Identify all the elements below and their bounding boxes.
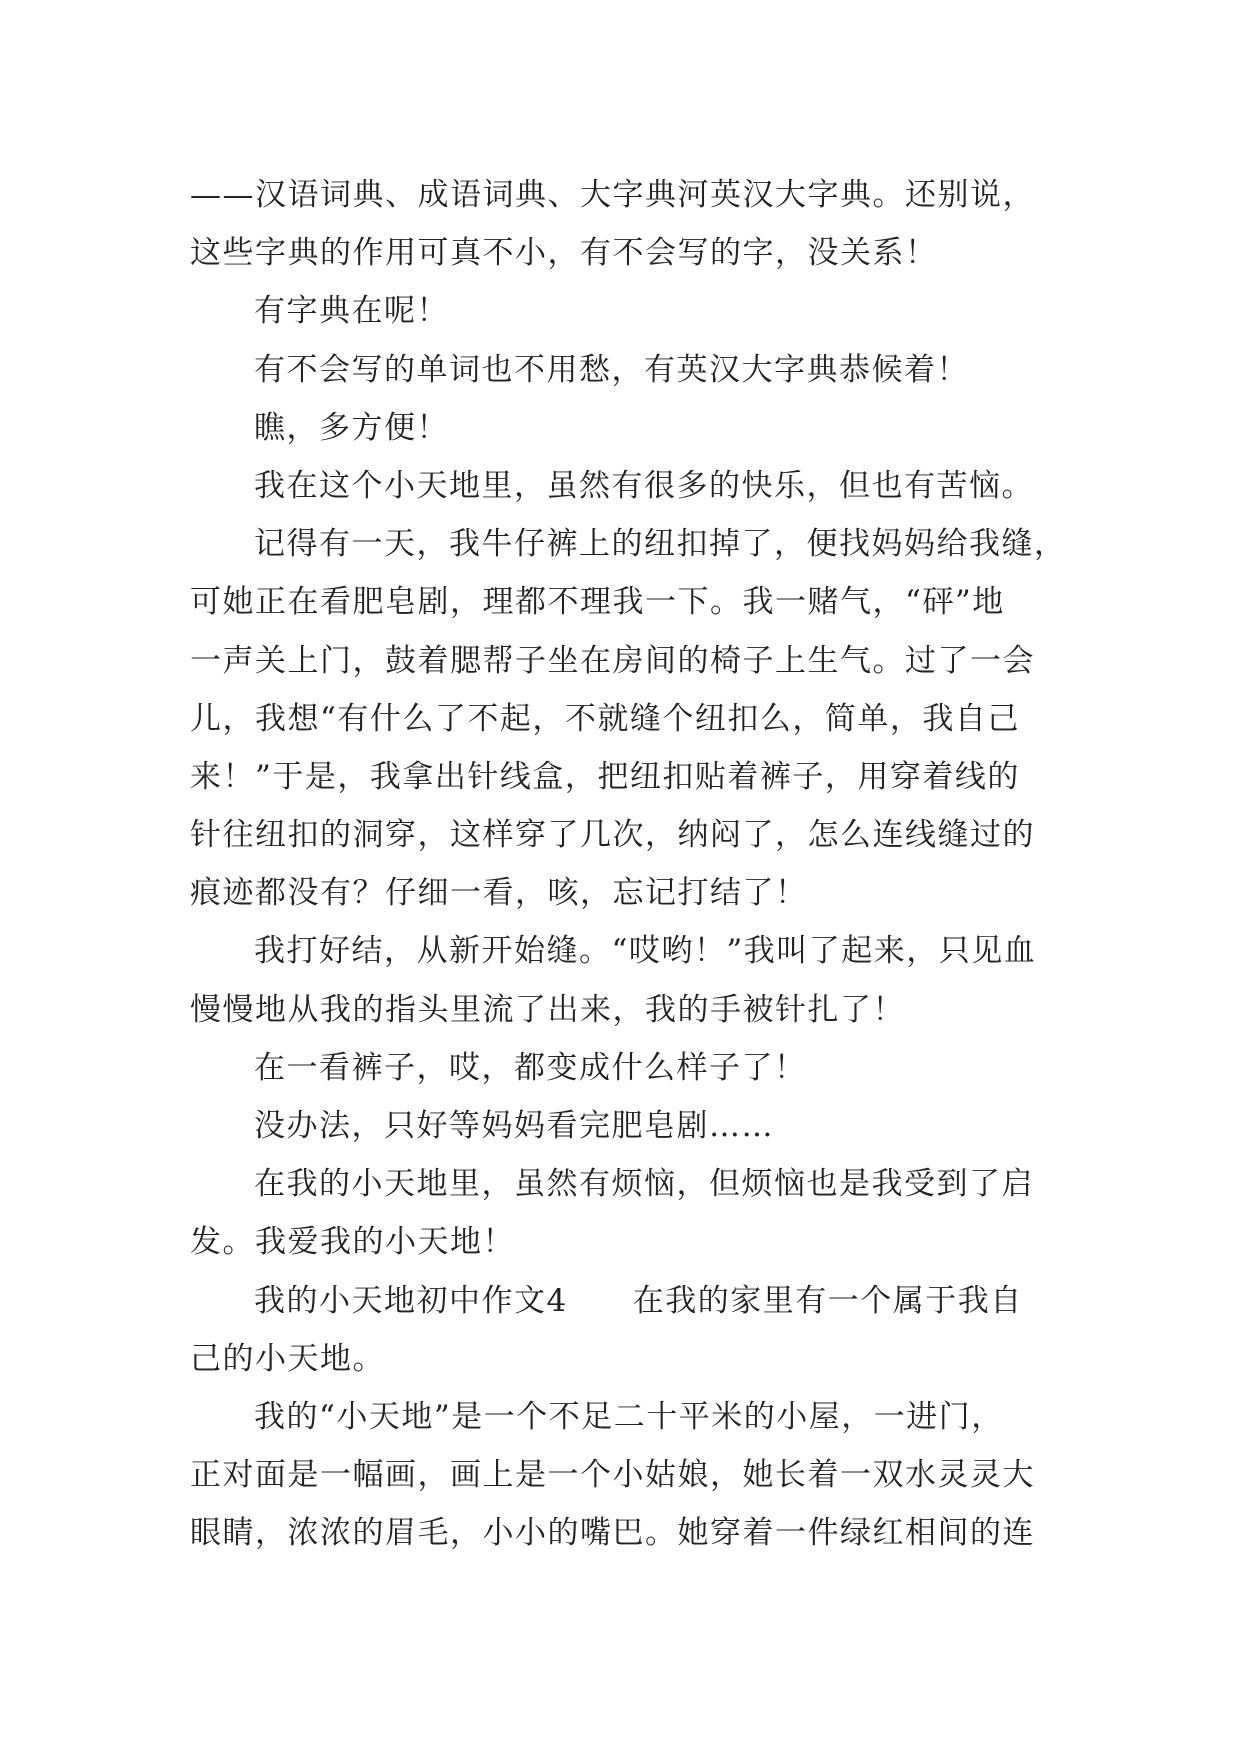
paragraph-line: 我在这个小天地里，虽然有很多的快乐，但也有苦恼。: [254, 467, 1034, 504]
document-body: [190, 166, 1070, 1563]
paragraph-line: 我的“小天地”是一个不足二十平米的小屋，一进门，: [254, 1398, 1004, 1435]
text-line: 儿，我想“有什么了不起，不就缝个纽扣么，简单，我自己: [190, 700, 1020, 737]
text-line: 发。我爱我的小天地！: [190, 1224, 515, 1261]
paragraph-line: 在一看裤子，哎，都变成什么样子了！: [254, 1049, 807, 1086]
paragraph-line: 瞧，多方便！: [254, 409, 449, 446]
text-line: 针往纽扣的洞穿，这样穿了几次，纳闷了，怎么连线缝过的: [190, 817, 1035, 854]
paragraph-line: 有字典在呢！: [254, 293, 449, 330]
text-line: 这些字典的作用可真不小，有不会写的字，没关系！: [190, 235, 938, 272]
text-line: 正对面是一幅画，画上是一个小姑娘，她长着一双水灵灵大: [190, 1457, 1035, 1494]
paragraph-line: 记得有一天，我牛仔裤上的纽扣掉了，便找妈妈给我缝，: [254, 526, 1067, 563]
text-line: 眼睛，浓浓的眉毛，小小的嘴巴。她穿着一件绿红相间的连: [190, 1515, 1035, 1552]
text-line: ——汉语词典、成语词典、大字典河英汉大字典。还别说，: [190, 177, 1035, 213]
paragraph-line: 我打好结，从新开始缝。“哎哟！”我叫了起来，只见血: [254, 933, 1037, 970]
text-line: 可她正在看肥皂剧，理都不理我一下。我一赌气，“砰”地: [190, 584, 1005, 621]
paragraph-line: 在我的小天地里，虽然有烦恼，但烦恼也是我受到了启: [254, 1166, 1034, 1203]
essay-heading-line: 我的小天地初中作文4 在我的家里有一个属于我自: [254, 1282, 1023, 1319]
paragraph-line: 没办法，只好等妈妈看完肥皂剧……: [254, 1108, 774, 1144]
paragraph-line: 有不会写的单词也不用愁，有英汉大字典恭候着！: [254, 351, 969, 388]
text-line: 一声关上门，鼓着腮帮子坐在房间的椅子上生气。过了一会: [190, 642, 1035, 679]
text-line: 慢慢地从我的指头里流了出来，我的手被针扎了！: [190, 991, 905, 1028]
text-line: 己的小天地。: [190, 1340, 385, 1377]
text-line: 来！”于是，我拿出针线盒，把纽扣贴着裤子，用穿着线的: [190, 758, 1020, 795]
text-line: 痕迹都没有？仔细一看，咳，忘记打结了！: [190, 875, 808, 912]
